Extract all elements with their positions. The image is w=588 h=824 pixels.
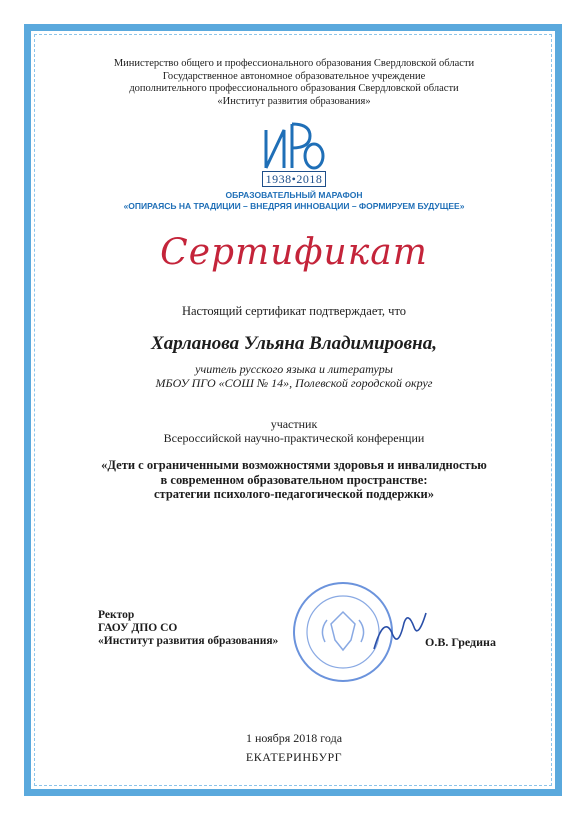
conference-title [0, 458, 588, 502]
recipient-position: учитель русского языка и литературы [195, 362, 393, 376]
recipient-name: Харланова Ульяна Владимировна, [151, 333, 437, 354]
header-line-1: Министерство общего и профессионального образования Свердловской области [113, 58, 475, 69]
signatory-title-3: «Институт развития образования» [98, 635, 279, 647]
conference-line-3: стратегии психолого-педагогической поддержки» [154, 487, 434, 501]
signature-autograph-icon [370, 605, 430, 655]
marathon-line-1: ОБРАЗОВАТЕЛЬНЫЙ МАРАФОН [225, 190, 363, 200]
marathon-slogan [0, 190, 588, 212]
participation [0, 417, 588, 445]
conference-line-2: в современном образовательном пространстве: [160, 472, 428, 487]
certificate-title: Сертификат [160, 232, 428, 273]
signatory-title-2: ГАОУ ДПО СО [98, 622, 178, 634]
signatory-title-1: Ректор [98, 609, 135, 621]
header-line-4: «Институт развития образования» [217, 95, 371, 107]
header-line-3: дополнительного профессионального образования Свердловской области [129, 83, 459, 94]
confirmation-text: Настоящий сертификат подтверждает, что [181, 304, 406, 318]
marathon-line-2: «ОПИРАЯСЬ НА ТРАДИЦИИ – ВНЕДРЯЯ ИННОВАЦИИ – ФОРМИРУЕМ БУДУЩЕЕ» [123, 201, 465, 211]
signatory-name: О.В. Гредина [425, 635, 496, 649]
issuer-header [0, 58, 588, 108]
issue-city: ЕКАТЕРИНБУРГ [245, 750, 343, 764]
conference-line-1: «Дети с ограниченными возможностями здоровья и инвалидностью [101, 458, 487, 472]
participation-event: Всероссийской научно-практической конференции [163, 431, 425, 445]
issue-date: 1 ноября 2018 года [245, 731, 343, 745]
logo-years: 1938•2018 [0, 172, 588, 187]
signatory-title [98, 609, 278, 648]
header-line-2: Государственное автономное образовательное учреждение [162, 70, 426, 82]
recipient-details [0, 362, 588, 390]
recipient-school: МБОУ ПГО «СОШ № 14», Полевской городской округ [155, 376, 433, 390]
participation-role: участник [270, 417, 318, 431]
